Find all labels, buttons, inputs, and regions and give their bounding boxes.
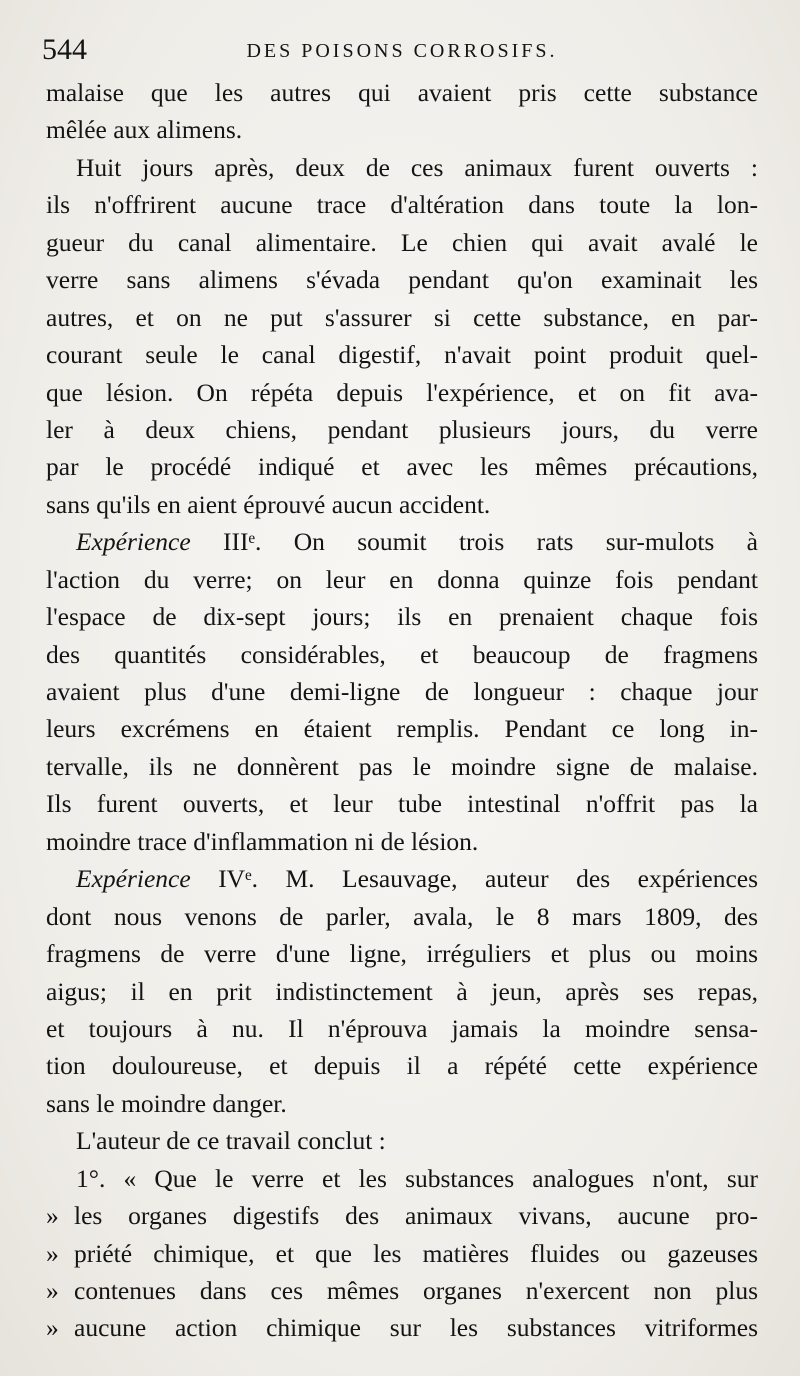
body-text (46, 74, 758, 1347)
line-text: aucune action chimique sur les substances vitriformes (74, 1313, 758, 1343)
line-text: fragmens de verre d'une ligne, irréguliers et plus ou moins (46, 939, 758, 969)
text-line (46, 411, 758, 448)
text-line (46, 823, 758, 860)
text-line (46, 486, 758, 523)
line-text: tervalle, ils ne donnèrent pas le moindre signe de malaise. (46, 751, 758, 781)
line-text: IVᵉ. M. Lesauvage, auteur des expériences (190, 864, 758, 894)
line-text: ler à deux chiens, pendant plusieurs jours, du verre (46, 414, 758, 444)
text-line (46, 598, 758, 635)
text-line (46, 748, 758, 785)
italic-heading: Expérience (76, 527, 191, 557)
text-line (46, 1272, 758, 1309)
text-line (46, 448, 758, 485)
line-text: sans qu'ils en aient éprouvé aucun accident. (46, 489, 491, 519)
line-text: autres, et on ne put s'assurer si cette substance, en par- (46, 302, 758, 332)
line-text: les organes digestifs des animaux vivans, aucune pro- (74, 1201, 758, 1231)
line-text: que lésion. On répéta depuis l'expérience, et on fit ava- (46, 377, 758, 407)
text-line (46, 785, 758, 822)
line-text: sans le moindre danger. (46, 1088, 287, 1118)
line-text: gueur du canal alimentaire. Le chien qui avait avalé le (46, 227, 758, 257)
line-text: priété chimique, et que les matières fluides ou gazeuses (74, 1238, 758, 1268)
line-text: contenues dans ces mêmes organes n'exercent non plus (74, 1276, 758, 1305)
line-text: aigus; il en prit indistinctement à jeun, après ses repas, (46, 976, 758, 1006)
quote-mark: » (46, 1313, 59, 1343)
line-text: leurs excrémens en étaient remplis. Pendant ce long in- (46, 714, 758, 744)
text-line (46, 1010, 758, 1047)
text-line (46, 1197, 758, 1234)
text-line (46, 261, 758, 298)
text-line (46, 1309, 758, 1346)
line-text: des quantités considérables, et beaucoup de fragmens (46, 639, 758, 669)
line-text: dont nous venons de parler, avala, le 8 mars 1809, des (46, 901, 758, 931)
text-line (46, 1047, 758, 1084)
quote-mark: » (46, 1238, 59, 1268)
running-head: DES POISONS CORROSIFS. (246, 40, 558, 62)
line-text: courant seule le canal digestif, n'avait point produit quel- (46, 340, 758, 370)
text-line (46, 1235, 758, 1272)
line-text: par le procédé indiqué et avec les mêmes précautions, (46, 452, 758, 482)
text-line (46, 973, 758, 1010)
text-line (46, 898, 758, 935)
line-text: mêlée aux alimens. (46, 115, 243, 145)
line-text: IIIᵉ. On soumit trois rats sur-mulots à (190, 527, 758, 557)
text-line (46, 710, 758, 747)
text-line (46, 561, 758, 598)
line-text: tion douloureuse, et depuis il a répété cette expérience (46, 1051, 758, 1081)
quote-mark: » (46, 1276, 59, 1305)
line-text: ils n'offrirent aucune trace d'altération dans toute la lon- (46, 190, 758, 220)
text-line (46, 111, 758, 148)
line-text: l'action du verre; on leur en donna quinze fois pendant (46, 564, 758, 594)
text-line (46, 149, 758, 186)
text-line (46, 673, 758, 710)
quote-mark: » (46, 1201, 59, 1231)
line-text: verre sans alimens s'évada pendant qu'on examinait les (46, 265, 758, 295)
text-line (46, 935, 758, 972)
line-text: L'auteur de ce travail conclut : (76, 1126, 386, 1156)
line-text: moindre trace d'inflammation ni de lésion. (46, 826, 479, 856)
text-line (46, 636, 758, 673)
text-line (46, 186, 758, 223)
text-line (46, 299, 758, 336)
text-line (46, 374, 758, 411)
line-text: 1°. « Que le verre et les substances analogues n'ont, sur (76, 1163, 758, 1193)
text-line (46, 1085, 758, 1122)
text-line (46, 74, 758, 111)
text-line (46, 1160, 758, 1197)
line-text: Ils furent ouverts, et leur tube intestinal n'offrit pas la (46, 789, 758, 819)
line-text: malaise que les autres qui avaient pris cette substance (46, 78, 758, 107)
italic-heading: Expérience (76, 864, 191, 894)
page-number: 544 (42, 33, 87, 66)
line-text: et toujours à nu. Il n'éprouva jamais la moindre sensa- (46, 1013, 758, 1043)
line-text: Huit jours après, deux de ces animaux furent ouverts : (76, 152, 758, 182)
text-line (46, 224, 758, 261)
page-header (42, 30, 762, 70)
text-line (46, 860, 758, 897)
text-line (46, 1122, 758, 1159)
text-line (46, 523, 758, 560)
line-text: avaient plus d'une demi-ligne de longueur : chaque jour (46, 677, 758, 706)
text-line (46, 336, 758, 373)
line-text: l'espace de dix-sept jours; ils en prenaient chaque fois (46, 602, 758, 632)
